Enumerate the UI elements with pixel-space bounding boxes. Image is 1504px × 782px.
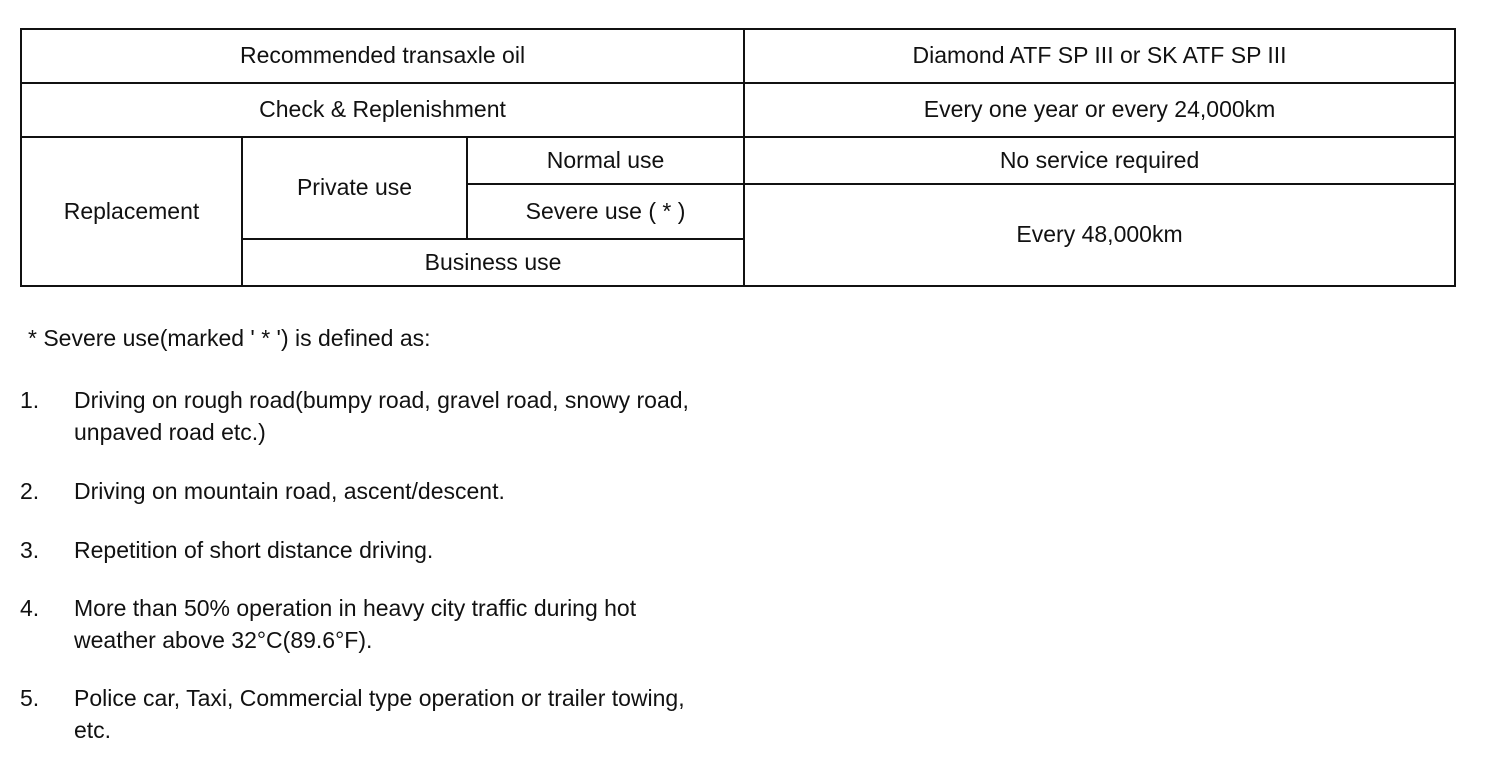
list-item-number: 3. <box>20 537 40 563</box>
list-item-number: 4. <box>20 595 40 621</box>
severe-business-value: Every 48,000km <box>744 184 1455 286</box>
list-item-text: Repetition of short distance driving. <box>74 537 434 563</box>
list-item <box>20 384 710 448</box>
list-item-text: More than 50% operation in heavy city traffic during hot weather above 32°C(89.6°F). <box>74 595 637 653</box>
recommended-oil-value: Diamond ATF SP III or SK ATF SP III <box>744 29 1455 83</box>
list-item-text: Driving on rough road(bumpy road, gravel road, snowy road, unpaved road etc.) <box>74 387 689 445</box>
private-use-label: Private use <box>242 137 467 239</box>
normal-use-label: Normal use <box>467 137 744 184</box>
list-item <box>20 534 710 566</box>
maintenance-spec-table <box>20 28 1456 287</box>
list-item <box>20 475 710 507</box>
severe-use-label: Severe use ( * ) <box>467 184 744 239</box>
table-row <box>21 29 1455 83</box>
normal-use-value: No service required <box>744 137 1455 184</box>
list-item-number: 1. <box>20 387 40 413</box>
business-use-label: Business use <box>242 239 744 286</box>
check-replenishment-label: Check & Replenishment <box>21 83 744 137</box>
notes-heading: * Severe use(marked ' * ') is defined as: <box>28 325 431 351</box>
list-item-number: 5. <box>20 685 40 711</box>
table-row <box>21 83 1455 137</box>
list-item-text: Driving on mountain road, ascent/descent. <box>74 478 505 504</box>
list-item-number: 2. <box>20 478 40 504</box>
list-item <box>20 592 710 656</box>
recommended-oil-label: Recommended transaxle oil <box>21 29 744 83</box>
replacement-label: Replacement <box>21 137 242 286</box>
list-item <box>20 682 710 746</box>
check-replenishment-value: Every one year or every 24,000km <box>744 83 1455 137</box>
list-item-text: Police car, Taxi, Commercial type operation or trailer towing, etc. <box>74 685 685 743</box>
table-row <box>21 137 1455 184</box>
